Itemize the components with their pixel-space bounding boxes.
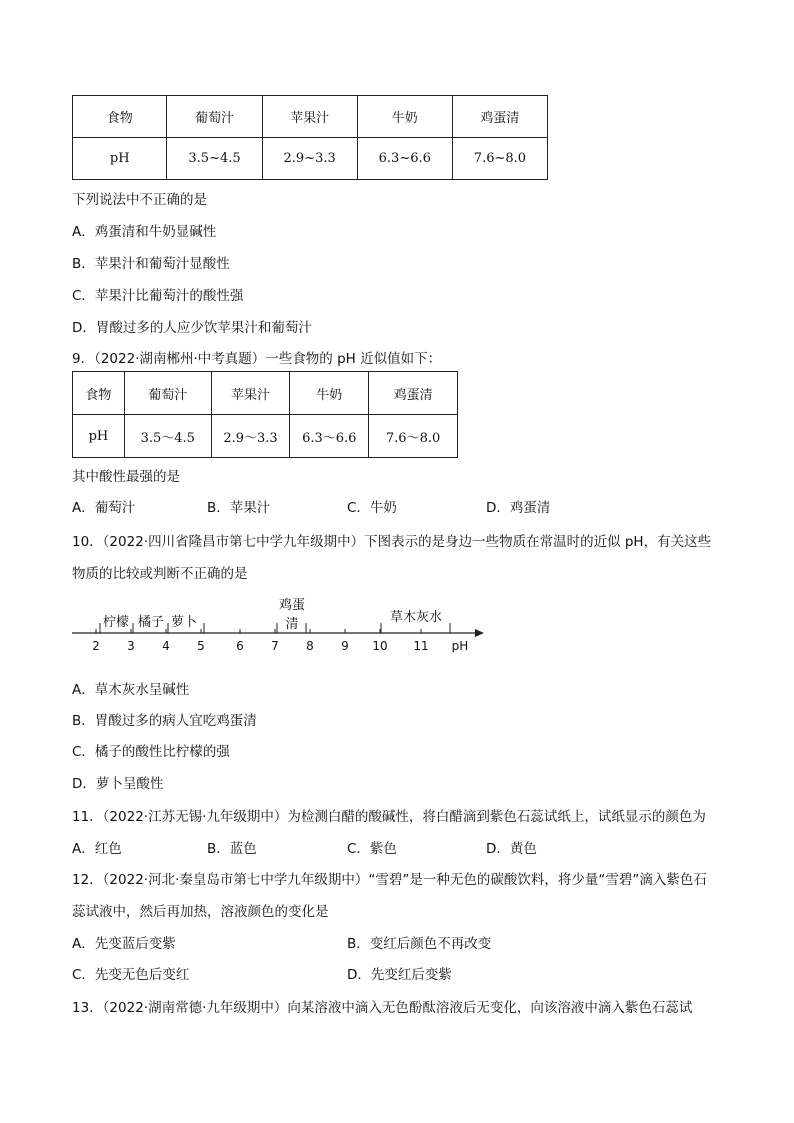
question-10-option-b: B．胃酸过多的病人宜吃鸡蛋清: [72, 713, 257, 729]
question-9-option-b: B．苹果汁: [207, 500, 271, 516]
ph-table-1: [72, 95, 548, 180]
tick-label: 3: [127, 639, 135, 653]
table-header-cell: 鸡蛋清: [452, 96, 547, 138]
question-9-stem: 9．（2022·湖南郴州·中考真题）一些食物的 pH 近似值如下：: [72, 351, 442, 367]
table-header-cell: 牛奶: [290, 372, 369, 415]
question-9-option-d: D．鸡蛋清: [486, 500, 551, 516]
question-11-option-d: D．黄色: [486, 841, 537, 857]
tick-label: 9: [341, 639, 349, 653]
question-12-stem-line-2: 蕊试液中，然后再加热，溶液颜色的变化是: [72, 904, 329, 920]
table-cell: 3.5～4.5: [124, 415, 211, 458]
question-11-stem: 11．（2022·江苏无锡·九年级期中）为检测白醋的酸碱性，将白醋滴到紫色石蕊试纸上，试纸显示的颜色为: [72, 809, 706, 825]
question-12-option-b: B．变红后颜色不再改变: [347, 936, 492, 952]
question-10-option-a: A．草木灰水呈碱性: [72, 682, 190, 698]
tick-label: 7: [271, 639, 279, 653]
table-cell: 2.9~3.3: [262, 138, 357, 180]
table-header-cell: 鸡蛋清: [369, 372, 458, 415]
question-8-option-a: A．鸡蛋清和牛奶显碱性: [72, 224, 217, 240]
question-13-stem-line-1: 13．（2022·湖南常德·九年级期中）向某溶液中滴入无色酚酞溶液后无变化，向该溶液中滴入紫色石蕊试: [72, 1000, 693, 1016]
table-header-cell: 牛奶: [357, 96, 452, 138]
tick-label: 6: [236, 639, 244, 653]
question-10-stem-line-1: 10．（2022·四川省隆昌市第七中学九年级期中）下图表示的是身边一些物质在常温时的近似 pH，有关这些: [72, 534, 712, 550]
question-9-option-c: C．牛奶: [347, 500, 397, 516]
ph-table-2: [72, 371, 458, 458]
table-header-cell: 葡萄汁: [124, 372, 211, 415]
table-cell: pH: [73, 138, 167, 180]
question-10-option-c: C．橘子的酸性比柠檬的强: [72, 744, 230, 760]
question-10-option-d: D．萝卜呈酸性: [72, 776, 164, 792]
table-cell: 2.9～3.3: [211, 415, 290, 458]
question-11-option-a: A．红色: [72, 841, 122, 857]
substance-label-lemon: 柠檬: [102, 615, 130, 630]
tick-label: 4: [162, 639, 170, 653]
question-10-stem-line-2: 物质的比较或判断不正确的是: [72, 566, 248, 582]
table-cell: 6.3~6.6: [357, 138, 452, 180]
question-12-option-d: D．先变红后变紫: [347, 967, 452, 983]
substance-label-radish: 萝卜: [170, 615, 198, 630]
table-header-cell: 苹果汁: [211, 372, 290, 415]
question-12-option-c: C．先变无色后变红: [72, 967, 190, 983]
substance-label-egg-white-2: 清: [285, 617, 299, 632]
table-cell: 7.6~8.0: [452, 138, 547, 180]
table-header-cell: 食物: [73, 96, 167, 138]
tick-label: 5: [197, 639, 205, 653]
question-8-option-b: B．苹果汁和葡萄汁显酸性: [72, 256, 230, 272]
question-9-question: 其中酸性最强的是: [72, 469, 180, 485]
table-cell: 6.3～6.6: [290, 415, 369, 458]
tick-label: 11: [413, 639, 429, 653]
substance-label-egg-white-1: 鸡蛋: [278, 598, 306, 613]
question-8-option-c: C．苹果汁比葡萄汁的酸性强: [72, 288, 244, 304]
question-12-option-a: A．先变蓝后变紫: [72, 936, 176, 952]
table-header-cell: 葡萄汁: [167, 96, 262, 138]
tick-label: 8: [306, 639, 314, 653]
substance-label-orange: 橘子: [137, 615, 165, 630]
ph-scale-diagram: [70, 596, 510, 666]
axis-unit-label: pH: [451, 639, 469, 653]
table-header-cell: 食物: [73, 372, 125, 415]
question-8-option-d: D．胃酸过多的人应少饮苹果汁和葡萄汁: [72, 320, 312, 336]
substance-label-plant-ash-water: 草木灰水: [389, 610, 443, 625]
question-8-stem: 下列说法中不正确的是: [72, 192, 207, 208]
table-cell: 3.5~4.5: [167, 138, 262, 180]
tick-label: 2: [92, 639, 100, 653]
ph-axis-arrow: [475, 629, 484, 637]
question-9-option-a: A．葡萄汁: [72, 500, 136, 516]
table-cell: pH: [73, 415, 125, 458]
table-header-cell: 苹果汁: [262, 96, 357, 138]
question-11-option-c: C．紫色: [347, 841, 397, 857]
question-11-option-b: B．蓝色: [207, 841, 257, 857]
table-cell: 7.6～8.0: [369, 415, 458, 458]
tick-label: 10: [372, 639, 388, 653]
question-12-stem-line-1: 12．（2022·河北·秦皇岛市第七中学九年级期中）“雪碧”是一种无色的碳酸饮料，将少量“雪碧”滴入紫色石: [72, 872, 707, 888]
